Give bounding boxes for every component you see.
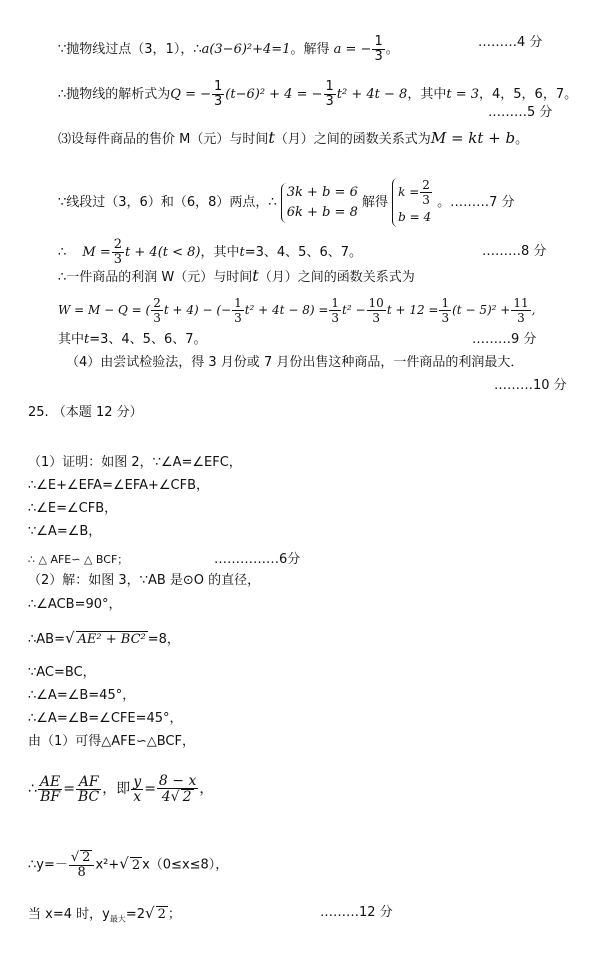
proof-line-5: ∴ △ AFE∽ △ BCF； [28,553,129,566]
score-12: ………12 分 [320,905,393,920]
text: ∵抛物线过点（3，1），∴ [58,42,202,57]
solution-max: 当 x=4 时，$y_{最大}=2√$ 2 ； [28,904,181,924]
solution-line-4: ∴∠A=∠B=45°， [28,688,136,703]
solution-line-6: 由（1）可得△AFE∽△BCF， [28,734,195,749]
line-9: （4）由尝试检验法，得 3 月份或 7 月份出售这种商品，一件商品的利润最大． [66,355,524,370]
solution-line-1: （2）解：如图 3，∵AB 是⊙O 的直径， [28,573,261,588]
equation: a(3−6)²+4=1 [201,42,291,57]
line-1 [58,35,399,64]
text: ，其中 [407,87,447,102]
score-10: ………10 分 [494,378,567,393]
text: 。 [385,42,399,57]
line-4: ∵线段过（3，6）和（6，8）两点，∴ 3k + b = 6 6k + b = 8 解得 k = $\frac{2}{3}$ b = 4 。………7 分 [58,178,514,227]
score-9: ………9 分 [472,332,537,347]
proof-line-4: ∵∠A=∠B， [28,524,102,539]
solution-line-2: ∴∠ACB=90°， [28,597,122,612]
proof-line-3: ∴∠E=∠CFB， [28,501,118,516]
solution-line-3: ∵AC=BC， [28,665,96,680]
equation: a = − [333,42,372,57]
solution-line-ab: ∴AB=√ AE² + BC² =8， [28,629,180,647]
score-4: ………4 分 [478,35,543,50]
text: 。解得 [290,42,330,57]
solution-line-5: ∴∠A=∠B=∠CFE=45°， [28,711,183,726]
score-8: ………8 分 [482,244,547,259]
line-6: ∴一件商品的利润 W（元）与时间t（月）之间的函数关系式为 [58,266,415,285]
proof-line-1: （1）证明：如图 2，∵∠A=∠EFC， [28,455,242,470]
score-5: ………5 分 [488,105,553,120]
line-3: ⑶设每件商品的售价 M（元）与时间t（月）之间的函数关系式为M = kt + b。 [58,128,529,147]
fraction: $\frac{1}{3}$ [325,79,334,109]
line-5: ∴ M = $\frac{2}{3}$ t + 4(t < 8)，其中t=3、4、5、6、7。 [58,237,362,267]
equation-system: 3k + b = 6 6k + b = 8 [281,183,358,223]
solution-ratio: ∴ $\frac{AE}{BF}$ = $\frac{AF}{BC}$ ，即 $\frac{y}{x}$ = $\frac{8 - x}{4√ 2}$ ， [28,773,214,805]
text: ，4，5，6，7。 [479,87,578,102]
solution-y-expression: ∴y=－ $\frac{√ 2}{8}$ x²+√ 2 x（0≤x≤8）， [28,850,229,880]
line-2: ∴抛物线的解析式为Q = − $\frac{1}{3}$ (t−6)² + 4 = − $\frac{1}{3}$ t² + 4t − 8，其中t = 3，4，5，6，7。 [58,79,578,109]
fraction: $\frac{1}{3}$ [374,34,383,64]
text: ∴抛物线的解析式为 [58,87,171,102]
question-25-title: 25. （本题 12 分） [28,405,143,420]
line-7-w-formula: W = M − Q = ( $\frac{2}{3}$ t + 4) − (− $\frac{1}{3}$ t² + 4t − 8) = $\frac{1}{3}$ t² − $\frac{10}{3}$ t + 12 = $\frac{1}{3}$ (t − 5)² + $\frac{11}{3}$ , [58,296,536,325]
solution-system: k = $\frac{2}{3}$ b = 4 [392,178,433,227]
fraction: $\frac{1}{3}$ [214,79,223,109]
proof-line-2: ∴∠E+∠EFA=∠EFA+∠CFB， [28,478,210,493]
score-6: ……………6分 [214,552,301,567]
line-8: 其中t=3、4、5、6、7。 [58,332,207,347]
